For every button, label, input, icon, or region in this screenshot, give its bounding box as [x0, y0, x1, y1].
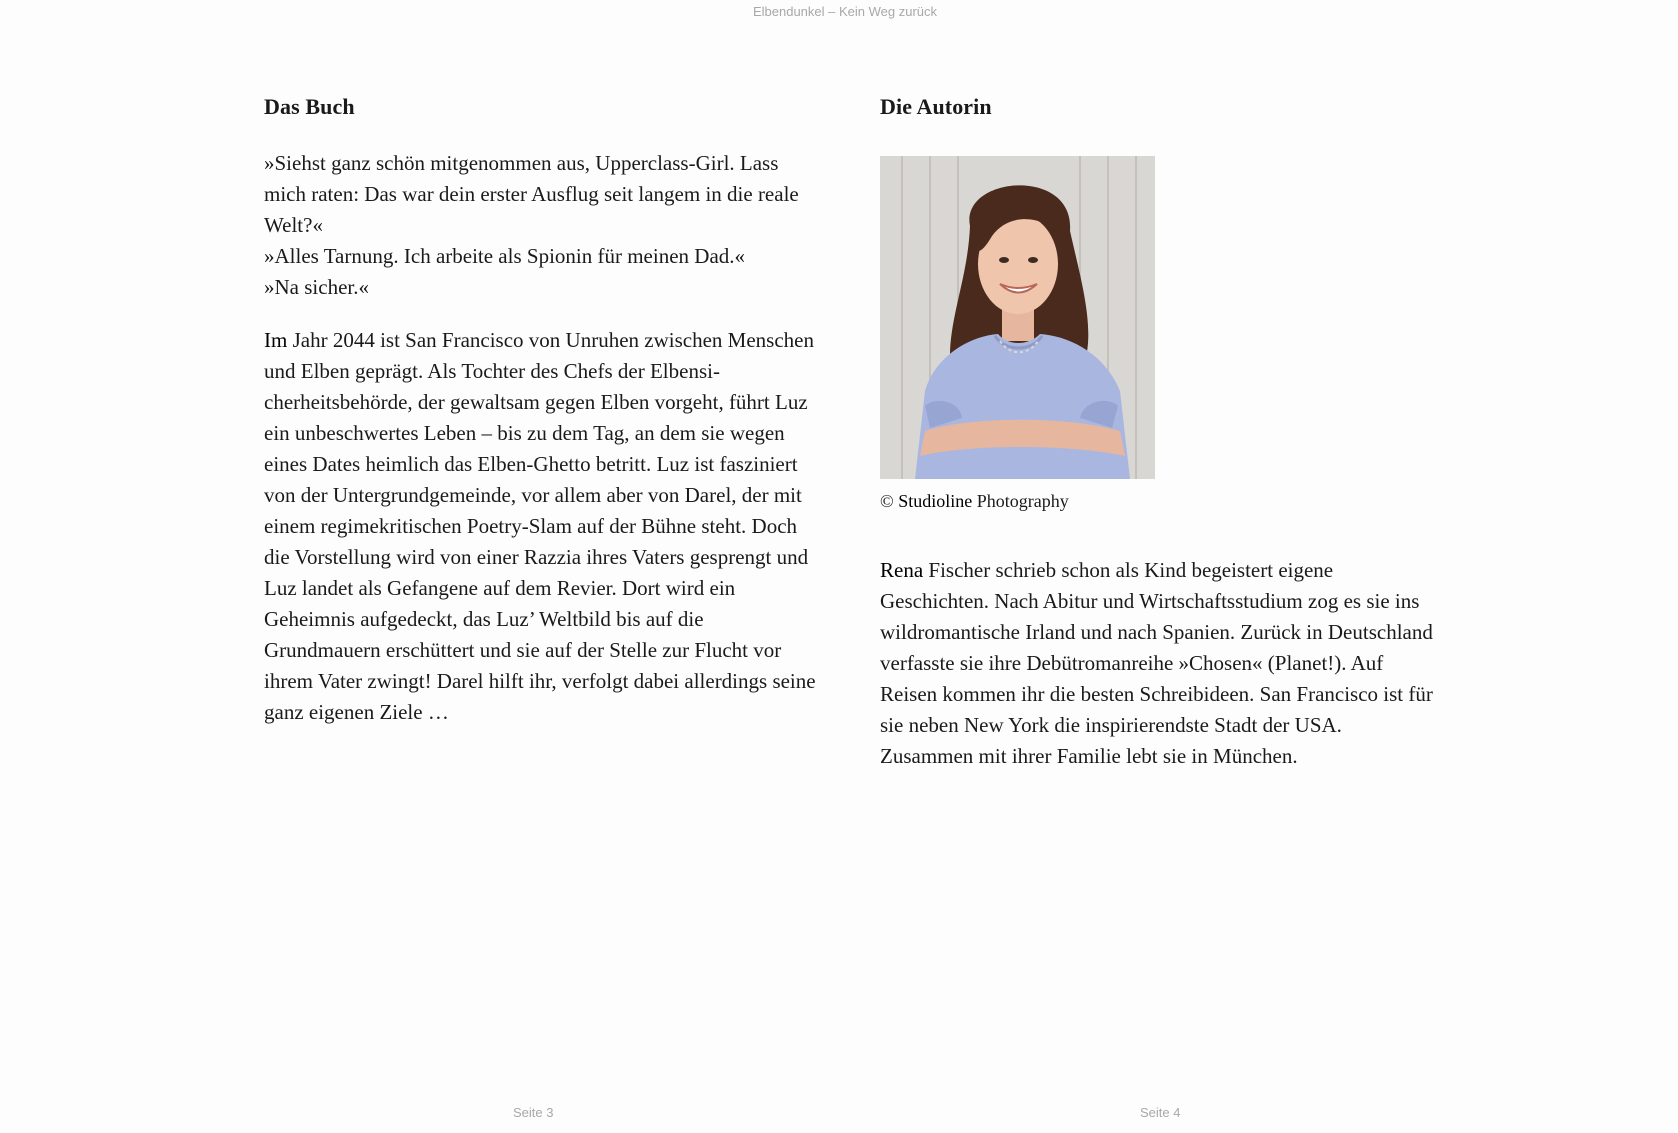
bio-lead-word: Rena	[880, 558, 924, 582]
window-title: Elbendunkel – Kein Weg zurück	[752, 4, 938, 19]
dialogue-line-2: »Alles Tarnung. Ich arbeite als Spionin für meinen Dad.«	[264, 244, 746, 268]
book-blurb	[264, 325, 824, 728]
dialogue-line-1: »Siehst ganz schön mitgenommen aus, Upperclass-Girl. Lass mich raten: Das war dein erster Ausflug seit langem in die reale Welt?«	[264, 151, 799, 237]
bio-text: Fischer schrieb schon als Kind begeistert eigene Geschichten. Nach Abitur und Wirtschaftsstudium zog es sie ins wildromantische Irland und nach Spanien. Zurück in Deutschland verfasste sie ihre Debütromanreihe »Chosen« (Planet!). Auf Reisen kommen ihr die besten Schreibideen. San Francisco ist für sie neben New York die inspirierendste Stadt der USA. Zusammen mit ihrer Familie lebt sie in München.	[880, 558, 1433, 768]
page-number-right: Seite 4	[1140, 1105, 1181, 1120]
blurb-text: Jahr 2044 ist San Francisco von Unruhen zwischen Menschen und Elben geprägt. Als Tochter des Chefs der Elbensicherheitsbehörde, der gewaltsam gegen Elben vorgeht, führt Luz ein unbeschwertes Leben – bis zu dem Tag, an dem sie wegen eines Dates heimlich das Elben-Ghetto betritt. Luz ist fasziniert von der Untergrundgemeinde, vor allem aber von Darel, der mit einem regimekritischen Poetry-Slam auf der Bühne steht. Doch die Vorstellung wird von einer Razzia ihres Vaters gesprengt und Luz landet als Gefangene auf dem Revier. Dort wird ein Geheimnis aufgedeckt, das Luz’ Weltbild bis auf die Grundmauern erschüttert und sie auf der Stelle zur Flucht vor ihrem Vater zwingt! Darel hilft ihr, verfolgt dabei allerdings seine ganz eigenen Ziele …	[264, 328, 816, 724]
heading-author: Die Autorin	[880, 94, 992, 119]
dialogue-line-3: »Na sicher.«	[264, 275, 369, 299]
page-right	[880, 92, 1440, 772]
author-portrait	[880, 156, 1155, 479]
heading-book: Das Buch	[264, 94, 355, 119]
page-left	[264, 92, 824, 728]
photo-credit	[880, 489, 1440, 513]
page-number-left: Seite 3	[513, 1105, 554, 1120]
author-bio	[880, 555, 1440, 772]
copyright-symbol: ©	[880, 491, 894, 511]
blurb-lead-word: Im	[264, 328, 288, 352]
photo-credit-name: Studioline	[898, 491, 973, 511]
photo-credit-rest: Photography	[976, 491, 1069, 511]
